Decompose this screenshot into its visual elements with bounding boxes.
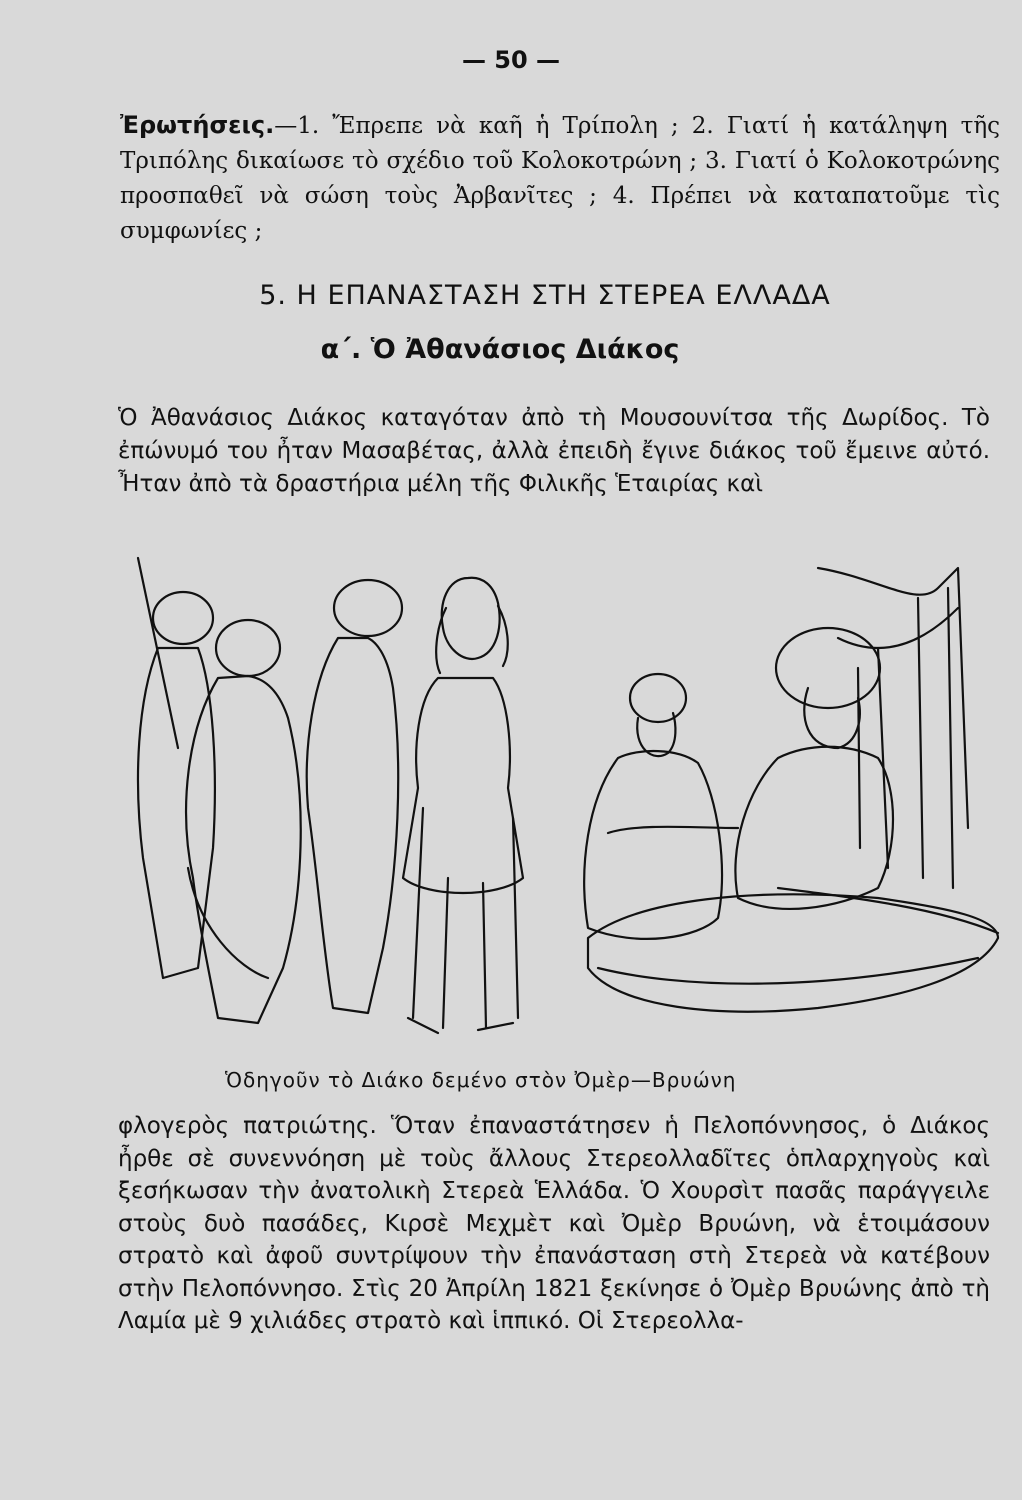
questions-text: —1. Ἔπρεπε νὰ καῆ ἡ Τρίπολη ; 2. Γιατί ἡ κατάληψη τῆς Τριπόλης δικαίωσε τὸ σχέδιο τοῦ Κολοκοτρώνη ; 3. Γιατί ὁ Κολοκοτρώνης προσπαθεῖ νὰ σώση τοὺς Ἀρβανῖτες ; 4. Πρέπει νὰ καταπατοῦμε τὶς συμφωνίες ;: [120, 113, 1000, 244]
divan: [588, 894, 998, 1011]
illustration-caption: Ὁδηγοῦν τὸ Διάκο δεμένο στὸν Ὀμὲρ—Βρυώνη: [225, 1068, 737, 1092]
illustration: [118, 548, 1002, 1053]
page-number: — 50 —: [461, 46, 561, 74]
questions-label: Ἐρωτήσεις.: [120, 111, 275, 139]
questions-block: [120, 108, 1000, 249]
pasha-turban: [776, 628, 880, 708]
spear: [138, 558, 178, 748]
pasha-body: [735, 747, 893, 909]
canopy: [818, 568, 968, 828]
paragraph-intro: Ὁ Ἀθανάσιος Διάκος καταγόταν ἀπὸ τὴ Μουσουνίτσα τῆς Δωρίδος. Τὸ ἐπώνυμό του ἦταν Μασαβέτας, ἀλλὰ ἐπειδὴ ἔγινε διάκος τοῦ ἔμεινε αὐτό. Ἦταν ἀπὸ τὰ δραστήρια μέλη τῆς Φιλικῆς Ἑταιρίας καὶ: [118, 405, 990, 497]
diakos-head: [442, 578, 500, 659]
subsection-title: α΄. Ὁ Ἀθανάσιος Διάκος: [320, 334, 680, 365]
paragraph-main: φλογερὸς πατριώτης. Ὅταν ἐπαναστάτησεν ἡ Πελοπόννησος, ὁ Διάκος ἦρθε σὲ συνεννόηση μὲ τοὺς ἄλλους Στερεολλαδῖτες ὁπλαρχηγοὺς καὶ ξεσήκωσαν τὴν ἀνατολικὴ Στερεὰ Ἑλλάδα. Ὁ Χουρσὶτ πασᾶς παράγγειλε στοὺς δυὸ πασάδες, Κιρσὲ Μεχμὲτ καὶ Ὀμὲρ Βρυώνη, νὰ ἑτοιμάσουν στρατὸ καὶ ἀφοῦ συντρίψουν τὴν ἐπανάσταση στὴ Στερεὰ νὰ κατέβουν στὴν Πελοπόννησο. Στὶς 20 Ἀπρίλη 1821 ξεκίνησε ὁ Ὀμὲρ Βρυώνης ἀπὸ τὴ Λαμία μὲ 9 χιλιάδες στρατὸ καὶ ἱππικό. Οἱ Στερεολλα-: [118, 1113, 990, 1334]
section-title: 5. Η ΕΠΑΝΑΣΤΑΣΗ ΣΤΗ ΣΤΕΡΕΑ ΕΛΛΑΔΑ: [259, 280, 831, 311]
